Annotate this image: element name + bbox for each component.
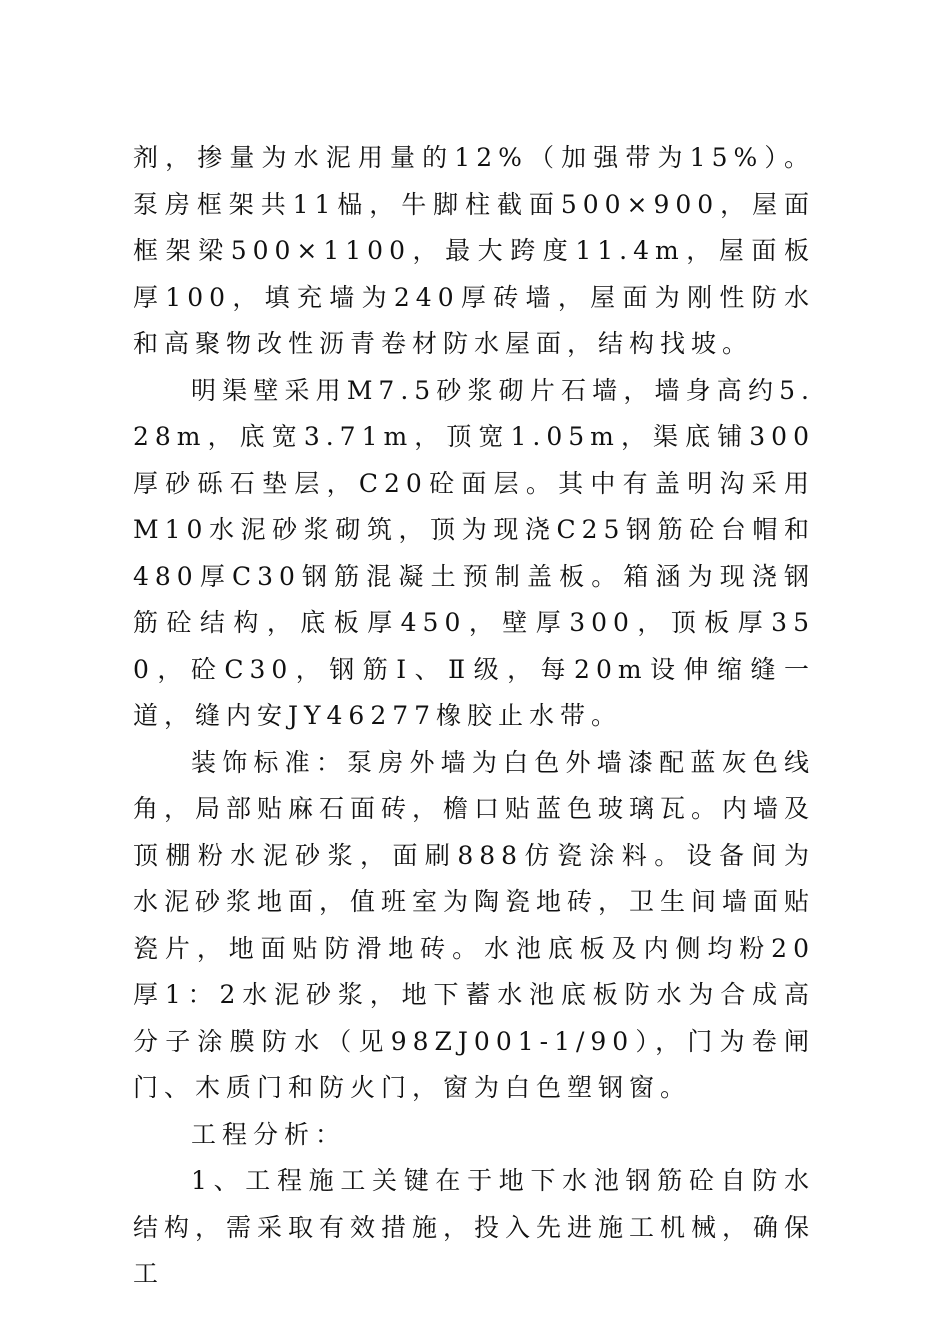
paragraph-analysis-heading: 工程分析： bbox=[191, 1119, 347, 1149]
document-body bbox=[133, 135, 815, 1298]
paragraph-channel-wall: 明渠壁采用M7.5砂浆砌片石墙，墙身高约5.28m，底宽3.71m，顶宽1.05m，渠底铺300厚砂砾石垫层，C20砼面层。其中有盖明沟采用M10水泥砂浆砌筑，顶为现浇C25钢筋砼台帽和480厚C30钢筋混凝土预制盖板。箱涵为现浇钢筋砼结构，底板厚450，壁厚300，顶板厚350，砼C30，钢筋Ⅰ、Ⅱ级，每20m设伸缩缝一道，缝内安JY46277橡胶止水带。 bbox=[133, 375, 815, 730]
paragraph-analysis-item-1: 1、工程施工关键在于地下水池钢筋砼自防水结构，需采取有效措施，投入先进施工机械，确保工 bbox=[133, 1166, 816, 1288]
paragraph-decoration-standard: 装饰标准：泵房外墙为白色外墙漆配蓝灰色线角，局部贴麻石面砖，檐口贴蓝色玻璃瓦。内墙及顶棚粉水泥砂浆，面刷888仿瓷涂料。设备间为水泥砂浆地面，值班室为陶瓷地砖，卫生间墙面贴瓷片，地面贴防滑地砖。水池底板及内侧均粉20厚1：2水泥砂浆，地下蓄水池底板防水为合成高分子涂膜防水（见98ZJ001-1/90），门为卷闸门、木质门和防火门，窗为白色塑钢窗。 bbox=[133, 747, 816, 1102]
paragraph-continuation: 剂，掺量为水泥用量的12%（加强带为15%）。泵房框架共11榀，牛脚柱截面500×900，屋面框架梁500×1100，最大跨度11.4m，屋面板厚100，填充墙为240厚砖墙，屋面为刚性防水和高聚物改性沥青卷材防水屋面，结构找坡。 bbox=[133, 143, 815, 358]
